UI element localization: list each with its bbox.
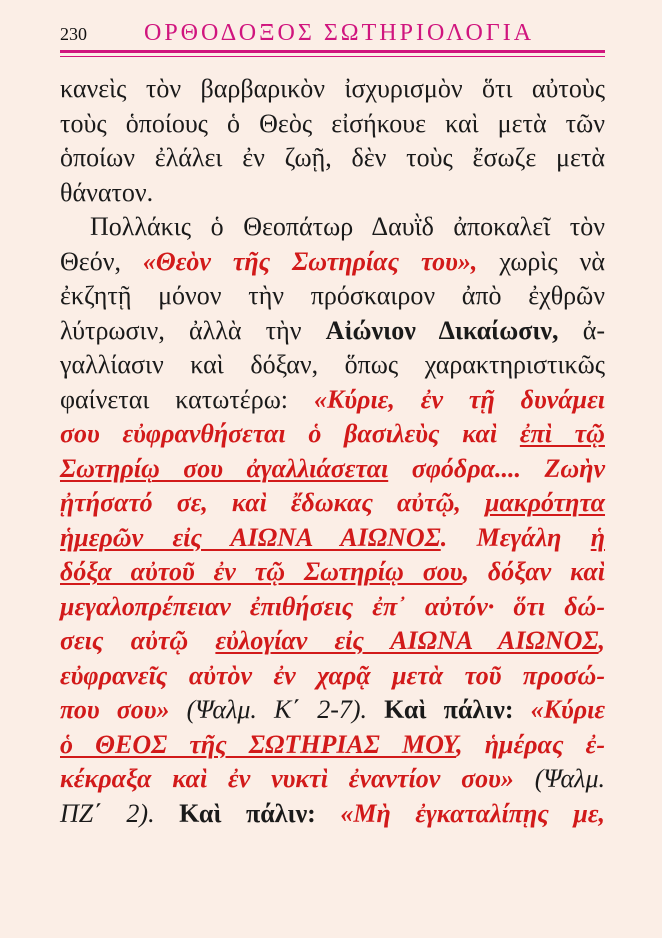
- quote-text: «Κύριε, ἐν τῇ δυνάμει: [313, 384, 605, 414]
- text-line: κέκραξα καὶ ἐν νυκτὶ ἐναντίον σου» (Ψαλμ.: [60, 764, 605, 793]
- underlined-text: ἡ: [590, 522, 606, 552]
- underlined-text: Σωτηρίῳ σου ἀγαλλιάσεται: [60, 453, 389, 483]
- quote-line: ἡμερῶν εἰς ΑΙΩΝΑ ΑΙΩΝΟΣ. Μεγάλη ἡ: [60, 522, 606, 552]
- text-line: Θεόν, «Θεὸν τῆς Σωτηρίας του», χωρὶς νὰ: [60, 246, 605, 276]
- quote-line: ᾐτήσατό σε, καὶ ἔδωκας αὐτῷ, μακρότητα: [60, 488, 606, 517]
- quote-line: μεγαλοπρέπειαν ἐπιθήσεις ἐπ᾽ αὐτόν· ὅτι δώ-: [60, 591, 605, 621]
- text-line: τοὺς ὁποίους ὁ Θεὸς εἰσήκουε καὶ μετὰ τῶν: [60, 108, 605, 138]
- text-line: ἐκζητῇ μόνον τὴν πρόσκαιρον ἀπὸ ἐχθρῶν: [60, 281, 605, 310]
- text-line: ΠΖ΄ 2). Καὶ πάλιν: «Μὴ ἐγκαταλίπῃς με,: [60, 798, 605, 828]
- citation: (Ψαλμ.: [534, 764, 605, 793]
- text-line: φαίνεται κατωτέρω: «Κύριε, ἐν τῇ δυνάμει: [60, 384, 605, 414]
- underlined-text: δόξα αὐτοῦ ἐν τῷ Σωτηρίῳ σου: [60, 557, 463, 586]
- underlined-text: ἐπὶ τῷ: [519, 419, 605, 448]
- underlined-text: μακρότητα: [485, 488, 606, 517]
- text-line: θάνατον.: [60, 177, 154, 207]
- text-line: ὁποίων ἐλάλει ἐν ζωῇ, δὲν τοὺς ἔσωζε μετὰ: [60, 143, 605, 172]
- quote-line: Σωτηρίῳ σου ἀγαλλιάσεται σφόδρα.... Ζωὴν: [60, 453, 605, 483]
- underlined-text: ἡμερῶν εἰς ΑΙΩΝΑ ΑΙΩΝΟΣ: [60, 522, 441, 552]
- citation: ΠΖ΄ 2).: [60, 798, 155, 828]
- header-rule-thick: [60, 50, 605, 53]
- quote-line: ὁ ΘΕΟΣ τῆς ΣΩΤΗΡΙΑΣ ΜΟΥ, ἡμέρας ἐ-: [60, 729, 605, 759]
- text-line: που σου» (Ψαλμ. Κ΄ 2-7). Καὶ πάλιν: «Κύριε: [60, 695, 606, 724]
- text-line: γαλλίασιν καὶ δόξαν, ὅπως χαρακτηριστικῶς: [60, 350, 605, 379]
- quote-line: σεις αὐτῷ εὐλογίαν εἰς ΑΙΩΝΑ ΑΙΩΝΟΣ,: [60, 626, 606, 655]
- page-header: [60, 20, 605, 60]
- quote-line: σου εὐφρανθήσεται ὁ βασιλεὺς καὶ ἐπὶ τῷ: [60, 419, 605, 448]
- citation: (Ψαλμ. Κ΄ 2-7).: [186, 695, 368, 724]
- header-rule-thin: [60, 56, 605, 57]
- running-title: ΟΡΘΟΔΟΞΟΣ ΣΩΤΗΡΙΟΛΟΓΙΑ: [144, 20, 535, 46]
- underlined-text: εὐλογίαν εἰς ΑΙΩΝΑ ΑΙΩΝΟΣ: [215, 626, 599, 655]
- quote-line: δόξα αὐτοῦ ἐν τῷ Σωτηρίῳ σου, δόξαν καὶ: [60, 557, 605, 586]
- underlined-text: ὁ ΘΕΟΣ τῆς ΣΩΤΗΡΙΑΣ ΜΟΥ: [60, 729, 457, 759]
- text-line: λύτρωσιν, ἀλλὰ τὴν Αἰώνιον Δικαίωσιν, ἀ-: [60, 315, 606, 345]
- quote-line: εὐφρανεῖς αὐτὸν ἐν χαρᾷ μετὰ τοῦ προσώ-: [60, 660, 605, 690]
- page-number: 230: [60, 24, 87, 44]
- body-text: [60, 72, 605, 831]
- quote-text: «Θεὸν τῆς Σωτηρίας του»,: [142, 246, 478, 276]
- bold-term: Αἰώνιον Δικαίωσιν,: [325, 315, 559, 345]
- paragraph-start: Πολλάκις ὁ Θεοπάτωρ Δαυῒδ ἀποκαλεῖ τὸν: [90, 212, 605, 241]
- text-line: κανεὶς τὸν βαρβαρικὸν ἰσχυρισμὸν ὅτι αὐτοὺς: [60, 74, 605, 103]
